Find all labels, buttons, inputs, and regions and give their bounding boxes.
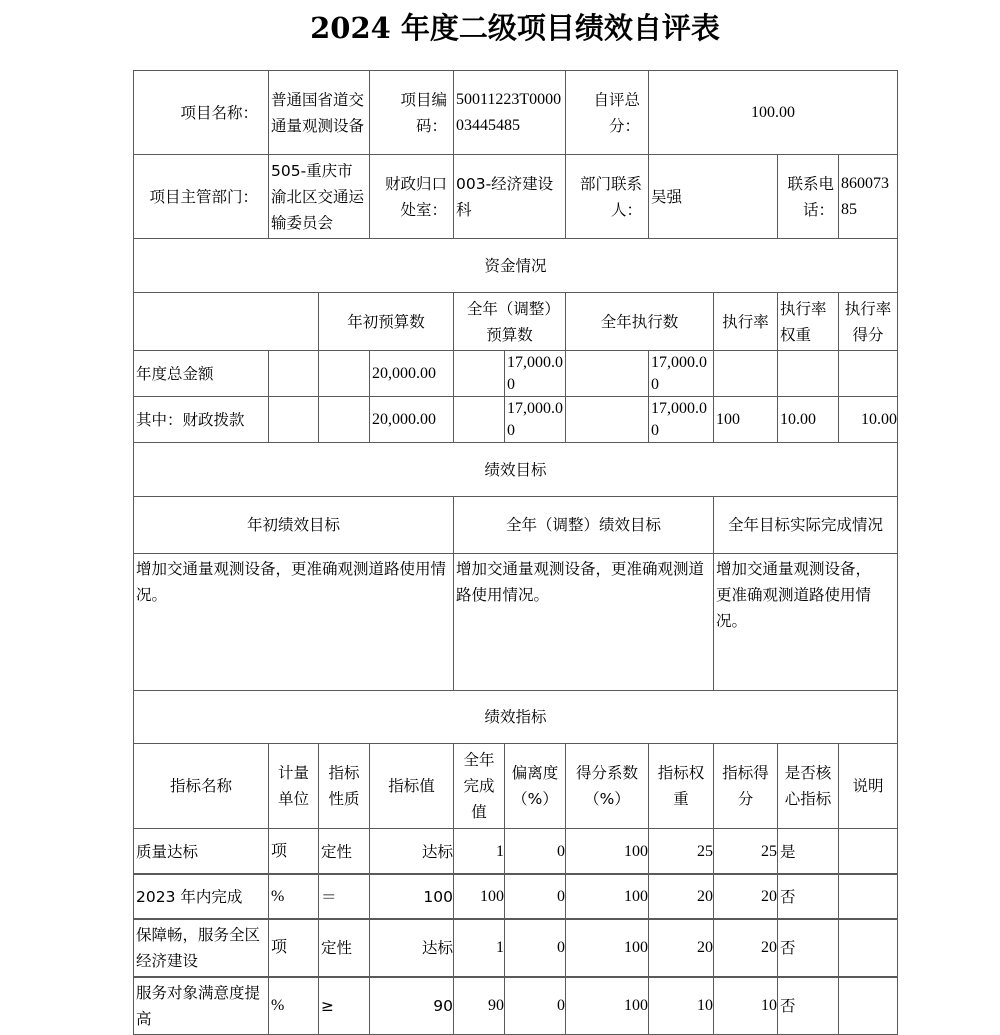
- project-code-value: 50011223T000003445485: [453, 70, 566, 155]
- ind-header-weight: 指标权重: [648, 743, 714, 829]
- finance-office-label: 财政归口处室：: [369, 154, 454, 239]
- funding-score: 10.00: [838, 396, 898, 443]
- funding-cell-blank: [318, 350, 370, 397]
- ind-coef: 100: [565, 828, 649, 875]
- ind-note: [838, 918, 898, 978]
- ind-coef: 100: [565, 873, 649, 920]
- funding-header-adjusted: 全年（调整）预算数: [453, 292, 566, 351]
- funding-header-initial: 年初预算数: [318, 292, 454, 351]
- funding-executed: 17,000.00: [648, 396, 714, 443]
- ind-target: 100: [369, 873, 454, 920]
- funding-cell-blank: [453, 350, 505, 397]
- goals-initial-text: 增加交通量观测设备，更准确观测道路使用情况。: [133, 553, 454, 691]
- ind-name: 质量达标: [133, 828, 269, 875]
- ind-weight: 10: [648, 976, 714, 1035]
- funding-row-label: 年度总金额: [133, 350, 269, 397]
- project-name-value: 普通国省道交通量观测设备: [268, 70, 370, 155]
- ind-header-unit: 计量单位: [268, 743, 319, 829]
- ind-header-core: 是否核心指标: [777, 743, 839, 829]
- ind-name: 保障畅，服务全区经济建设: [133, 918, 269, 978]
- funding-header-score: 执行率得分: [838, 292, 898, 351]
- ind-actual: 90: [453, 976, 505, 1035]
- ind-deviation: 0: [504, 918, 566, 978]
- ind-actual: 1: [453, 828, 505, 875]
- funding-initial-budget: 20,000.00: [369, 350, 454, 397]
- goals-header-initial: 年初绩效目标: [133, 496, 454, 554]
- contact-label: 部门联系人：: [565, 154, 649, 239]
- self-score-value: 100.00: [648, 70, 898, 155]
- ind-weight: 20: [648, 918, 714, 978]
- funding-rate: 100: [713, 396, 778, 443]
- ind-nature: ＝: [318, 873, 370, 920]
- funding-adjusted-budget: 17,000.00: [504, 350, 566, 397]
- ind-header-target: 指标值: [369, 743, 454, 829]
- ind-core: 否: [777, 873, 839, 920]
- dept-label: 项目主管部门：: [133, 154, 269, 239]
- ind-target: 90: [369, 976, 454, 1035]
- ind-unit: %: [268, 976, 319, 1035]
- funding-weight: 10.00: [777, 396, 839, 443]
- self-score-label: 自评总分：: [565, 70, 649, 155]
- ind-actual: 1: [453, 918, 505, 978]
- ind-weight: 20: [648, 873, 714, 920]
- funding-cell-blank: [268, 396, 319, 443]
- ind-deviation: 0: [504, 828, 566, 875]
- funding-executed: 17,000.00: [648, 350, 714, 397]
- funding-header-rate: 执行率: [713, 292, 778, 351]
- funding-header-executed: 全年执行数: [565, 292, 714, 351]
- funding-initial-budget: 20,000.00: [369, 396, 454, 443]
- funding-weight: [777, 350, 839, 397]
- ind-header-nature: 指标性质: [318, 743, 370, 829]
- ind-header-coef: 得分系数（%）: [565, 743, 649, 829]
- funding-row-label: 其中：财政拨款: [133, 396, 269, 443]
- ind-name: 2023 年内完成: [133, 873, 269, 920]
- goals-adjusted-text: 增加交通量观测设备，更准确观测道路使用情况。: [453, 553, 714, 691]
- ind-actual: 100: [453, 873, 505, 920]
- ind-unit: 项: [268, 918, 319, 978]
- goals-header-actual: 全年目标实际完成情况: [713, 496, 898, 554]
- ind-header-deviation: 偏离度（%）: [504, 743, 566, 829]
- ind-deviation: 0: [504, 976, 566, 1035]
- ind-unit: 项: [268, 828, 319, 875]
- funding-cell-blank: [318, 396, 370, 443]
- funding-cell-blank: [268, 350, 319, 397]
- ind-header-actual: 全年完成值: [453, 743, 505, 829]
- funding-cell-blank: [565, 396, 649, 443]
- ind-deviation: 0: [504, 873, 566, 920]
- ind-note: [838, 828, 898, 875]
- funding-header-weight: 执行率权重: [777, 292, 839, 351]
- ind-name: 服务对象满意度提高: [133, 976, 269, 1035]
- funding-adjusted-budget: 17,000.00: [504, 396, 566, 443]
- ind-header-name: 指标名称: [133, 743, 269, 829]
- contact-value: 吴强: [648, 154, 778, 239]
- page-title: 2024 年度二级项目绩效自评表: [310, 11, 720, 45]
- goals-header-adjusted: 全年（调整）绩效目标: [453, 496, 714, 554]
- ind-note: [838, 976, 898, 1035]
- ind-note: [838, 873, 898, 920]
- phone-label: 联系电话：: [777, 154, 839, 239]
- ind-target: 达标: [369, 918, 454, 978]
- funding-section-title: 资金情况: [133, 238, 898, 293]
- ind-target: 达标: [369, 828, 454, 875]
- ind-score: 10: [713, 976, 778, 1035]
- ind-nature: ≥: [318, 976, 370, 1035]
- ind-score: 20: [713, 918, 778, 978]
- goals-actual-text: 增加交通量观测设备，更准确观测道路使用情况。: [713, 553, 898, 691]
- ind-core: 否: [777, 918, 839, 978]
- phone-value: 86007385: [838, 154, 898, 239]
- dept-value: 505-重庆市渝北区交通运输委员会: [268, 154, 370, 239]
- ind-coef: 100: [565, 976, 649, 1035]
- indicators-section-title: 绩效指标: [133, 690, 898, 744]
- ind-nature: 定性: [318, 918, 370, 978]
- project-code-label: 项目编码：: [369, 70, 454, 155]
- ind-header-note: 说明: [838, 743, 898, 829]
- funding-rate: [713, 350, 778, 397]
- ind-coef: 100: [565, 918, 649, 978]
- ind-unit: %: [268, 873, 319, 920]
- funding-header-blank: [133, 292, 319, 351]
- project-name-label: 项目名称：: [133, 70, 269, 155]
- funding-cell-blank: [453, 396, 505, 443]
- ind-score: 20: [713, 873, 778, 920]
- ind-score: 25: [713, 828, 778, 875]
- finance-office-value: 003-经济建设科: [453, 154, 566, 239]
- ind-core: 是: [777, 828, 839, 875]
- ind-header-score: 指标得分: [713, 743, 778, 829]
- ind-core: 否: [777, 976, 839, 1035]
- funding-score: [838, 350, 898, 397]
- funding-cell-blank: [565, 350, 649, 397]
- ind-nature: 定性: [318, 828, 370, 875]
- goals-section-title: 绩效目标: [133, 442, 898, 497]
- ind-weight: 25: [648, 828, 714, 875]
